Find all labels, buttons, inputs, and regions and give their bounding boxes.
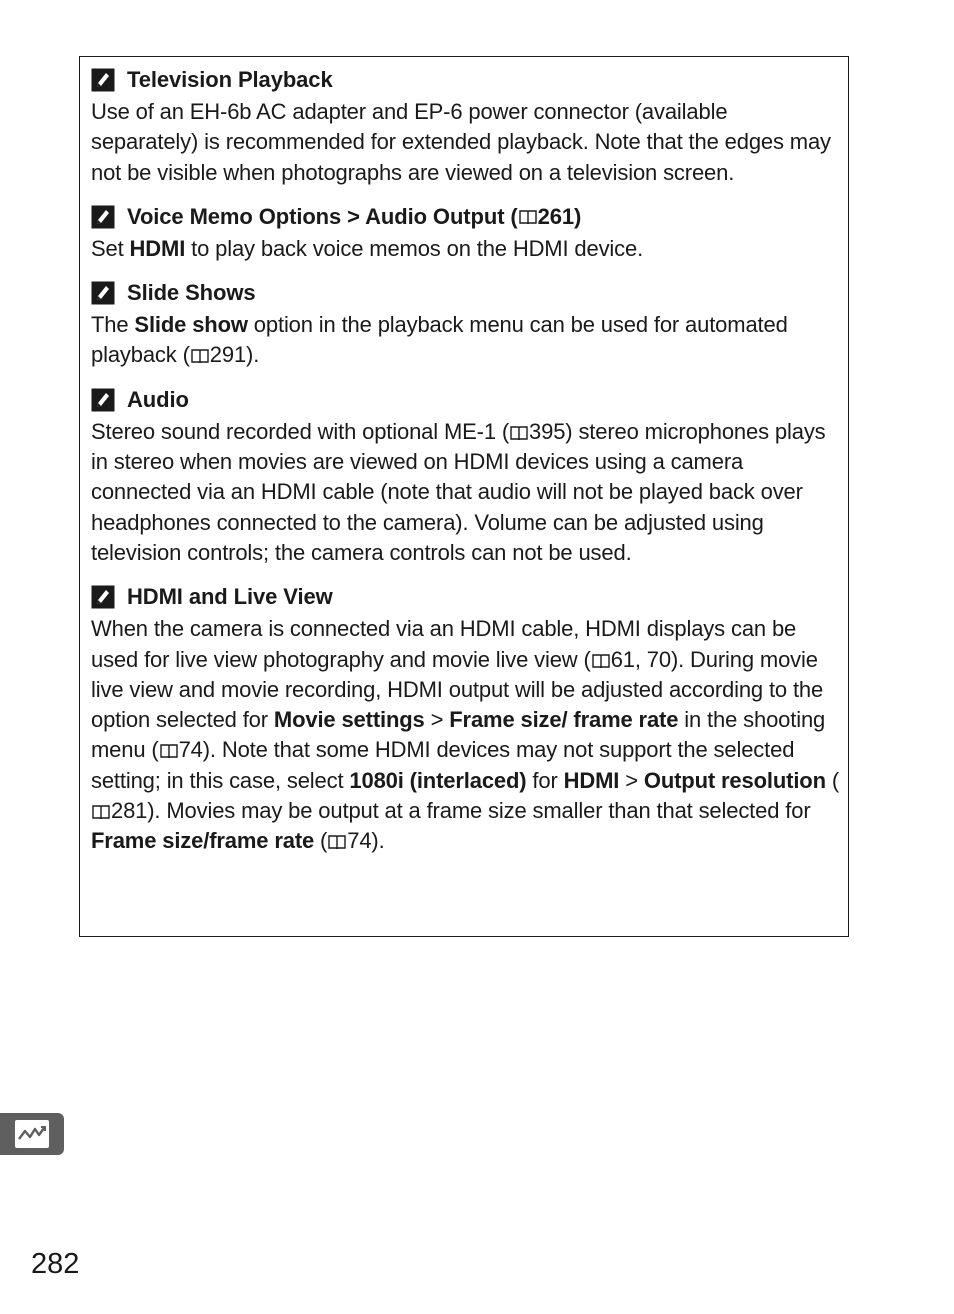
note-text <box>91 310 840 371</box>
section-tab[interactable] <box>0 1113 64 1155</box>
page-number: 282 <box>31 1248 80 1280</box>
text-run: 61, 70). During movie live view and movie recording, HDMI output will be adjusted according to the option selected for <box>91 646 824 733</box>
text-run: 74). Note that some HDMI devices may not support the selected setting; in this case, select <box>91 737 795 793</box>
book-reference-icon <box>92 804 110 820</box>
book-reference-icon <box>160 743 178 759</box>
note-heading <box>91 202 840 232</box>
book-reference-icon <box>510 425 528 441</box>
note-heading <box>91 65 840 95</box>
bold-run: Movie settings <box>273 707 425 733</box>
note-hdmi-live-view <box>91 582 840 856</box>
note-title: Television Playback <box>127 67 333 92</box>
bold-run: Slide show <box>134 312 248 338</box>
note-voice-memo <box>91 202 840 264</box>
note-title: Voice Memo Options > Audio Output ( <box>127 203 518 229</box>
bold-run: 1080i (interlaced) <box>349 767 527 793</box>
bold-run: HDMI <box>129 235 186 261</box>
note-heading <box>91 385 840 415</box>
pencil-note-icon <box>91 388 115 412</box>
text-run: > <box>619 767 644 793</box>
pencil-note-icon <box>91 205 115 229</box>
book-reference-icon <box>592 653 610 669</box>
note-television-playback <box>91 65 840 188</box>
note-text <box>91 417 840 568</box>
note-title: Audio <box>127 386 189 412</box>
playback-icon <box>15 1120 49 1148</box>
note-audio <box>91 385 840 568</box>
pencil-note-icon <box>91 281 115 305</box>
bold-run: Output resolution <box>643 767 826 793</box>
text-run: ( <box>825 767 839 793</box>
text-run: 291). <box>209 342 260 368</box>
bold-run: Frame size/frame rate <box>91 828 315 854</box>
text-run: Stereo sound recorded with optional ME-1 ( <box>91 418 510 444</box>
text-run: 281). Movies may be output at a frame size smaller than that selected for <box>111 798 811 824</box>
note-text <box>91 234 840 264</box>
text-run: Set <box>91 235 130 261</box>
note-title: Slide Shows <box>127 280 256 306</box>
book-reference-icon <box>191 348 209 364</box>
book-reference-icon <box>328 834 346 850</box>
note-heading <box>91 582 840 612</box>
note-slide-shows <box>91 278 840 371</box>
note-heading <box>91 278 840 308</box>
text-run: > <box>424 707 450 733</box>
text-run: to play back voice memos on the HDMI device. <box>185 235 644 261</box>
note-text <box>91 614 840 856</box>
note-title-ref: 261) <box>537 203 582 229</box>
note-title: HDMI and Live View <box>127 584 333 610</box>
bold-run: HDMI <box>563 767 620 793</box>
pencil-note-icon <box>91 585 115 609</box>
text-run: for <box>526 767 564 793</box>
text-run: The <box>91 312 135 338</box>
book-reference-icon <box>519 209 537 225</box>
text-run: 74). <box>347 828 385 854</box>
text-run: option in the playback menu can be used for automated playback ( <box>91 312 788 368</box>
text-run: ( <box>314 828 328 854</box>
text-run: When the camera is connected via an HDMI cable, HDMI displays can be used for live view photography and movie live view ( <box>91 616 797 672</box>
text-run: 395) stereo microphones plays in stereo when movies are viewed on HDMI devices using a camera connected via an HDMI cable (note that audio will not be played back over headphones connected to the camera). Volume can be adjusted using television controls; the camera controls can not be used. <box>91 418 826 565</box>
pencil-note-icon <box>91 68 115 92</box>
notes-box <box>79 56 849 937</box>
bold-run: Frame size/ frame rate <box>449 707 679 733</box>
text-run: in the shooting menu ( <box>91 707 826 763</box>
note-text: Use of an EH-6b AC adapter and EP-6 power connector (available separately) is recommended for extended playback. Note that the edges may not be visible when photographs are viewed on a television screen. <box>91 99 831 185</box>
